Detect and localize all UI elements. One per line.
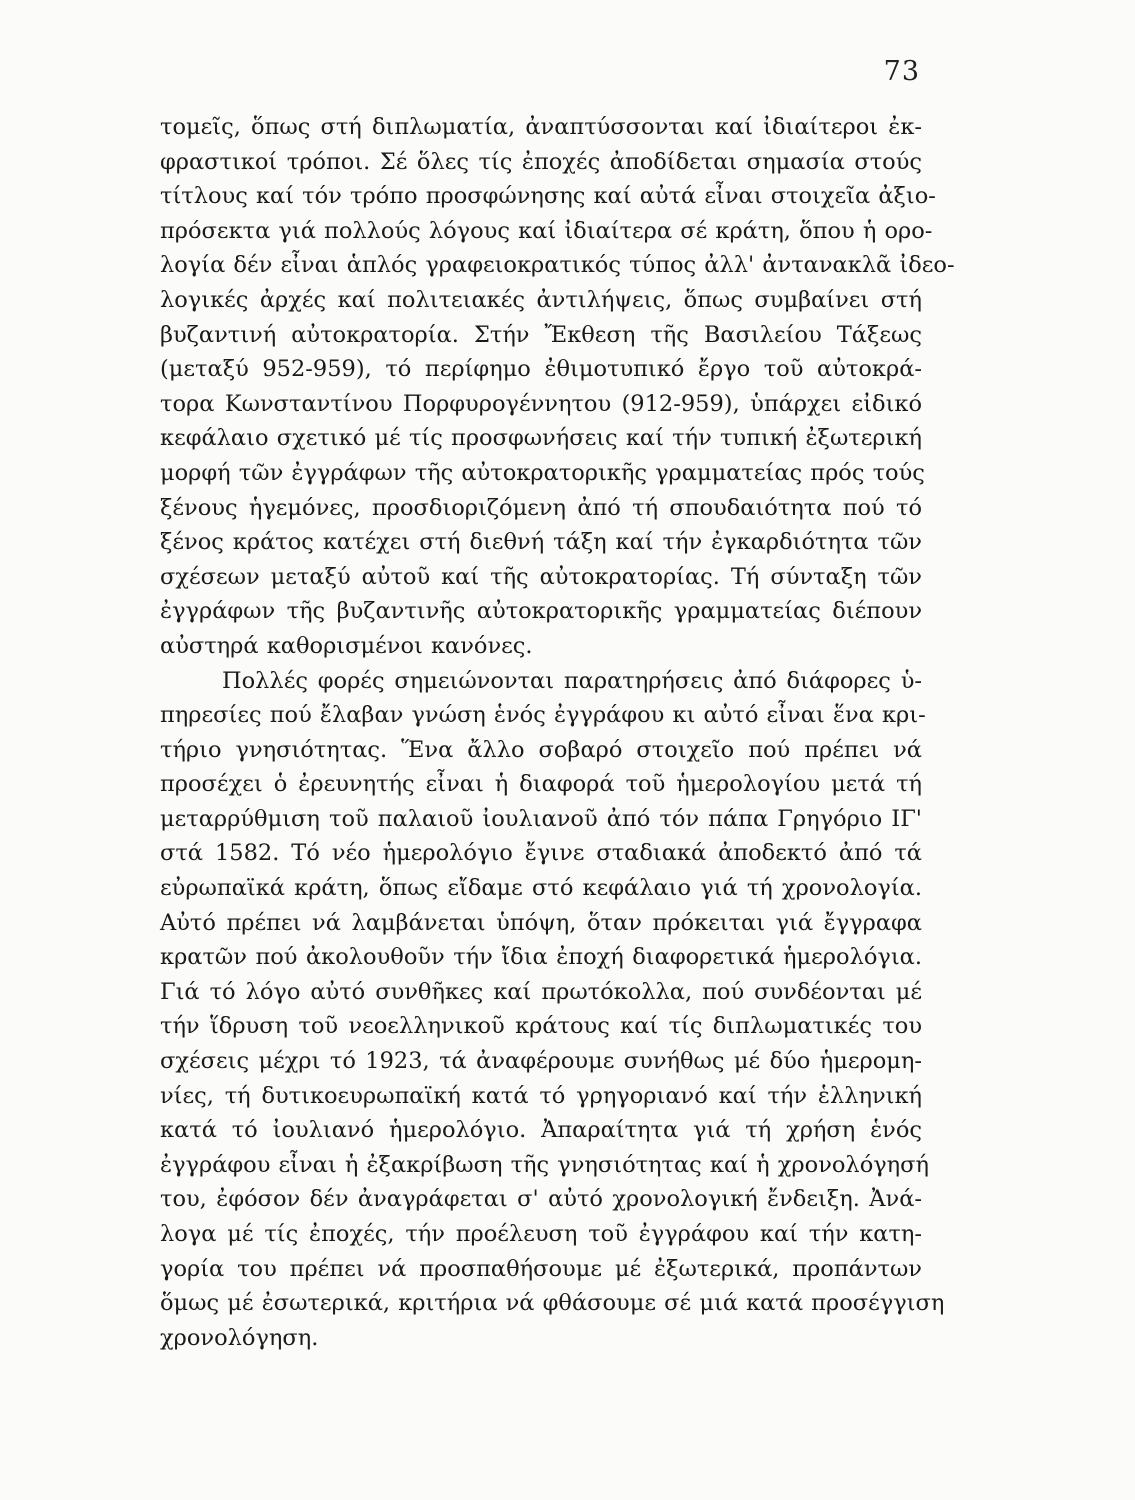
text-line: μεταρρύθμιση τοῦ παλαιοῦ ἰουλιανοῦ ἀπό τόν πάπα Γρηγόριο ΙΓ' (160, 805, 922, 832)
text-line: του, ἐφόσον δέν ἀναγράφεται σ' αὐτό χρονολογική ἔνδειξη. Ἀνά- (160, 1186, 922, 1213)
text-line: τήριο γνησιότητας. Ἕνα ἄλλο σοβαρό στοιχεῖο πού πρέπει νά (160, 736, 922, 763)
text-line: βυζαντινή αὐτοκρατορία. Στήν Ἔκθεση τῆς Βασιλείου Τάξεως (160, 321, 922, 348)
body-text (160, 110, 955, 1355)
text-line: χρονολόγηση. (160, 1324, 319, 1351)
text-line: ἐγγράφων τῆς βυζαντινῆς αὐτοκρατορικῆς γραμματείας διέπουν (160, 598, 922, 625)
text-line: κατά τό ἰουλιανό ἡμερολόγιο. Ἀπαραίτητα γιά τή χρήση ἑνός (160, 1117, 922, 1144)
text-line: Γιά τό λόγο αὐτό συνθῆκες καί πρωτόκολλα, πού συνδέονται μέ (160, 978, 922, 1005)
text-line: σχέσεων μεταξύ αὐτοῦ καί τῆς αὐτοκρατορίας. Τή σύνταξη τῶν (160, 563, 922, 590)
text-line: Αὐτό πρέπει νά λαμβάνεται ὑπόψη, ὅταν πρόκειται γιά ἔγγραφα (160, 909, 922, 936)
text-line: τήν ἵδρυση τοῦ νεοελληνικοῦ κράτους καί τίς διπλωματικές του (160, 1013, 922, 1040)
text-line: νίες, τή δυτικοευρωπαϊκή κατά τό γρηγοριανό καί τήν ἑλληνική (160, 1082, 922, 1109)
text-line: εὐρωπαϊκά κράτη, ὅπως εἴδαμε στό κεφάλαιο γιά τή χρονολογία. (160, 875, 922, 902)
text-line: Πολλές φορές σημειώνονται παρατηρήσεις ἀπό διάφορες ὑ- (222, 667, 922, 694)
text-line: μορφή τῶν ἐγγράφων τῆς αὐτοκρατορικῆς γραμματείας πρός τούς (160, 459, 925, 486)
paragraph-1 (160, 110, 955, 664)
text-line: λογα μέ τίς ἐποχές, τήν προέλευση τοῦ ἐγγράφου καί τήν κατη- (160, 1221, 922, 1247)
text-line: αὐστηρά καθορισμένοι κανόνες. (160, 632, 533, 659)
text-line: λογικές ἀρχές καί πολιτειακές ἀντιλήψεις, ὅπως συμβαίνει στή (160, 286, 922, 313)
text-line: ἐγγράφου εἶναι ἡ ἐξακρίβωση τῆς γνησιότητας καί ἡ χρονολόγησή (160, 1151, 930, 1178)
text-line: ξένος κράτος κατέχει στή διεθνή τάξη καί τήν ἐγκαρδιότητα τῶν (160, 529, 922, 556)
text-line: στά 1582. Τό νέο ἡμερολόγιο ἔγινε σταδιακά ἀποδεκτό ἀπό τά (160, 840, 922, 867)
page-number: 73 (883, 56, 920, 87)
text-line: φραστικοί τρόποι. Σέ ὅλες τίς ἐποχές ἀποδίδεται σημασία στούς (160, 148, 922, 175)
text-line: κρατῶν πού ἀκολουθοῦν τήν ἴδια ἐποχή διαφορετικά ἡμερολόγια. (160, 944, 922, 971)
paragraph-2 (160, 664, 945, 1356)
text-line: τομεῖς, ὅπως στή διπλωματία, ἀναπτύσσονται καί ἰδιαίτεροι ἐκ- (160, 114, 922, 140)
text-line: προσέχει ὁ ἐρευνητής εἶναι ἡ διαφορά τοῦ ἡμερολογίου μετά τή (160, 771, 922, 798)
text-line: (μεταξύ 952-959), τό περίφημο ἐθιμοτυπικό ἔργο τοῦ αὐτοκρά- (160, 356, 922, 383)
text-line: κεφάλαιο σχετικό μέ τίς προσφωνήσεις καί τήν τυπική ἐξωτερική (160, 425, 922, 452)
text-line: τορα Κωνσταντίνου Πορφυρογέννητου (912-959), ὑπάρχει εἰδικό (160, 390, 922, 417)
text-line: τίτλους καί τόν τρόπο προσφώνησης καί αὐτά εἶναι στοιχεῖα ἀξιο- (160, 183, 936, 210)
text-line: λογία δέν εἶναι ἁπλός γραφειοκρατικός τύπος ἀλλ' ἀντανακλᾶ ἰδεο- (160, 252, 955, 279)
text-line: σχέσεις μέχρι τό 1923, τά ἀναφέρουμε συνήθως μέ δύο ἡμερομη- (160, 1048, 922, 1075)
text-line: πρόσεκτα γιά πολλούς λόγους καί ἰδιαίτερα σέ κράτη, ὅπου ἡ ορο- (160, 217, 933, 244)
text-line: πηρεσίες πού ἔλαβαν γνώση ἑνός ἐγγράφου κι αὐτό εἶναι ἕνα κρι- (160, 702, 926, 729)
text-line: ξένους ἡγεμόνες, προσδιοριζόμενη ἀπό τή σπουδαιότητα πού τό (160, 494, 922, 521)
text-line: γορία του πρέπει νά προσπαθήσουμε μέ ἐξωτερικά, προπάντων (160, 1255, 922, 1282)
text-line: ὅμως μέ ἐσωτερικά, κριτήρια νά φθάσουμε σέ μιά κατά προσέγγιση (160, 1290, 945, 1317)
